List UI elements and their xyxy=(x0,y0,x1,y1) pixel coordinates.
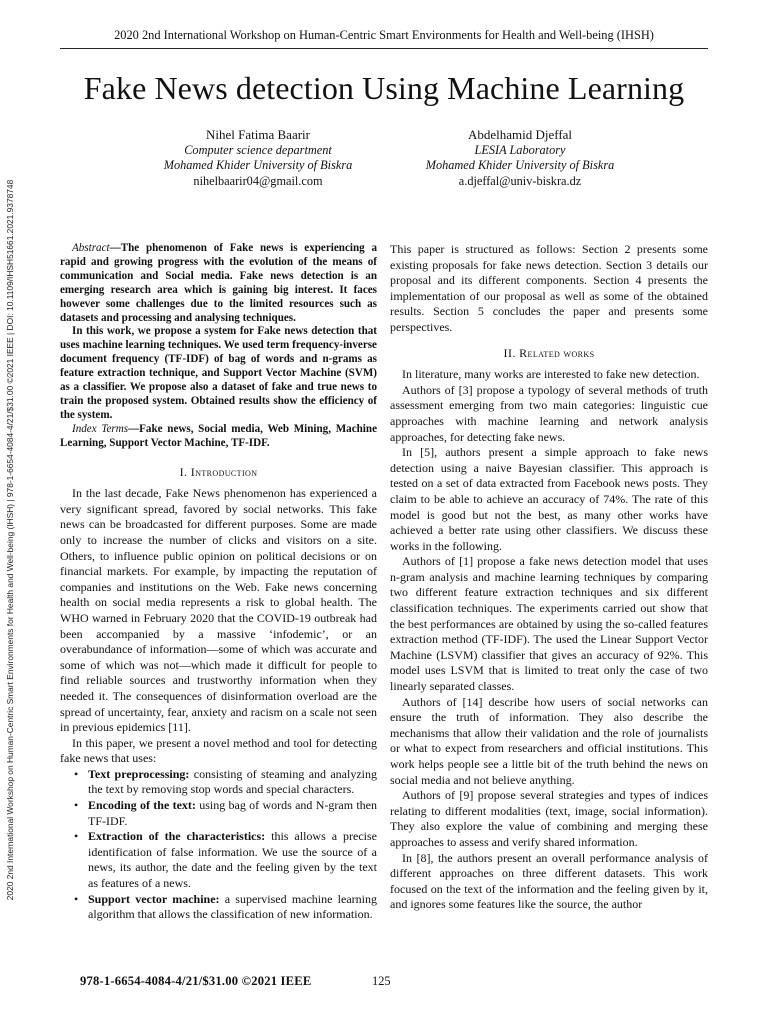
abstract-paragraph xyxy=(60,242,377,325)
author-university: Mohamed Khider University of Biskra xyxy=(163,158,353,172)
author-email: a.djeffal@univ-biskra.dz xyxy=(458,173,582,188)
left-column xyxy=(60,242,377,923)
abstract-label: Abstract xyxy=(72,242,110,254)
conference-header: 2020 2nd International Workshop on Human-Centric Smart Environments for Health and Well-being (IHSH) xyxy=(60,28,708,49)
list-item xyxy=(88,767,377,798)
related-paragraph-1: In literature, many works are interested to fake new detection. xyxy=(402,367,700,382)
list-item-head: Text preprocessing: xyxy=(88,766,190,781)
index-terms-text: —Fake news, Social media, Web Mining, Machine Learning, Support Vector Machine, TF-IDF. xyxy=(60,422,377,449)
list-item xyxy=(88,892,377,923)
paper-title: Fake News detection Using Machine Learning xyxy=(83,70,685,106)
author-name: Nihel Fatima Baarir xyxy=(206,127,310,142)
related-paragraph-2: Authors of [3] propose a typology of several methods of truth assessment emerging from two main categories: linguistic cue approaches with machine learning and network analysis approaches, for detecting fake news. xyxy=(390,382,708,444)
abstract-text: —The phenomenon of Fake news is experiencing a rapid and growing progress with the evolution of the means of communication and Social media. Fake news detection is an emerging research area which is gaining big interest. It faces however some challenges due to the limited resources such as datasets and processing and analysing techniques. xyxy=(60,242,377,324)
author-block-1 xyxy=(88,127,428,189)
author-block-2 xyxy=(379,127,661,189)
author-university: Mohamed Khider University of Biskra xyxy=(425,158,615,172)
index-terms-label: Index Terms xyxy=(72,422,129,435)
right-column xyxy=(390,242,708,913)
list-item-head: Encoding of the text: xyxy=(88,798,196,813)
list-item-head: Support vector machine: xyxy=(88,891,220,906)
list-item-text: this allows a precise identification of false information. We use the source of a news, its author, the date and the feeling given by the text as features of a news. xyxy=(88,829,377,891)
intro-paragraph-2: In this paper, we present a novel method and tool for detecting fake news that uses: xyxy=(60,735,377,766)
list-item xyxy=(88,829,377,891)
index-terms xyxy=(60,423,377,451)
list-item xyxy=(88,798,377,829)
related-paragraph-4: Authors of [1] propose a fake news detection model that uses n-gram analysis and machine learning techniques by comparing two different feature extraction techniques and six different classification techniques. The experiments carried out show that the best performances are obtained by using the so-called features extraction method (TF-IDF). The used the Linear Support Vector Machine (LSVM) classifier that gives an accuracy of 92%. This model uses LSVM that is limited to treat only the case of two linearly separated classes. xyxy=(390,554,708,694)
contribution-list xyxy=(60,767,377,923)
list-item-head: Extraction of the characteristics: xyxy=(88,829,266,844)
page-number: 125 xyxy=(372,974,391,988)
related-paragraph-7: In [8], the authors present an overall performance analysis of different approaches on three different datasets. This work focused on the text of the information and the feeling given by it, and ignores some features like the source, the author xyxy=(390,850,708,912)
list-item-text: consisting of steaming and analyzing the text by removing stop words and special characters. xyxy=(88,766,377,797)
author-department: LESIA Laboratory xyxy=(474,142,566,157)
side-doi-text: 2020 2nd International Workshop on Human-Centric Smart Environments for Health and Well-being (IHSH) | 978-1-6654-4084-4/21/$31.00 ©2021 IEEE | DOI: 10.1109/IHSH51661.2021.9378748 xyxy=(5,179,15,901)
author-department: Computer science department xyxy=(184,142,332,157)
section-heading-related-works: II. Related works xyxy=(503,345,595,360)
side-doi-strip xyxy=(1,130,19,950)
list-item-text: a supervised machine learning algorithm that allows the classification of new information. xyxy=(88,891,377,922)
author-name: Abdelhamid Djeffal xyxy=(467,127,573,142)
related-paragraph-6: Authors of [9] propose several strategies and types of indices relating to different modalities (text, image, social information). They also explore the value of combining and merging these approaches to assess and verify shared information. xyxy=(390,788,708,849)
related-paragraph-3: In [5], authors present a simple approach to fake news detection using a naive Bayesian classifier. This approach is tested on a set of data extracted from Facebook news posts. They claim to be able to achieve an accuracy of 74%. The rate of this model is good but not the best, as many other works have achieved a better rate using other classifiers. We discuss these works in the following. xyxy=(390,445,708,553)
abstract-paragraph-2: In this work, we propose a system for Fake news detection that uses machine learning techniques. We used term frequency-inverse document frequency (TF-IDF) of bag of words and n-grams as feature extraction technique, and Support Vector Machine (SVM) as a classifier. We propose also a dataset of fake and true news to train the proposed system. Obtained results show the efficiency of the system. xyxy=(60,325,377,421)
section-heading-introduction: I. Introduction xyxy=(179,464,258,479)
copyright-footer: 978-1-6654-4084-4/21/$31.00 ©2021 IEEE xyxy=(80,974,312,988)
list-item-text: using bag of words and N-gram then TF-IDF. xyxy=(88,798,377,828)
intro-paragraph-1: In the last decade, Fake News phenomenon has experienced a very significant spread, favored by social networks. This fake news can be broadcasted for different purposes. Some are made only to increase the number of clicks and visitors on a site. Others, to influence public opinion on political decisions or on financial markets. For example, by impacting the reputation of companies and institutions on the Web. Fake news concerning health on social media represents a risk to global health. The WHO warned in February 2020 that the COVID-19 outbreak had been accompanied by a massive ‘infodemic’, or an overabundance of information—some of which was accurate and some of which was not—which made it difficult for people to find reliable sources and trustworthy information when they needed it. The consequences of disinformation overload are the spread of uncertainty, fear, anxiety and racism on a scale not seen in previous epidemics [11]. xyxy=(60,486,377,735)
related-paragraph-5: Authors of [14] describe how users of social networks can ensure the truth of information. They also describe the mechanisms that allow their validation and the role of journalists or what to expect from researchers and official institutions. This work helps people see a little bit of the truth behind the news on social media and not believe anything. xyxy=(390,694,708,787)
structure-paragraph: This paper is structured as follows: Section 2 presents some existing proposals for fake news detection. Section 3 details our proposal and its different components. Section 4 presents the implementation of our proposal as well as some of the obtained results. Section 5 concludes the paper and presents some perspectives. xyxy=(390,242,708,334)
author-email: nihelbaarir04@gmail.com xyxy=(193,173,323,188)
